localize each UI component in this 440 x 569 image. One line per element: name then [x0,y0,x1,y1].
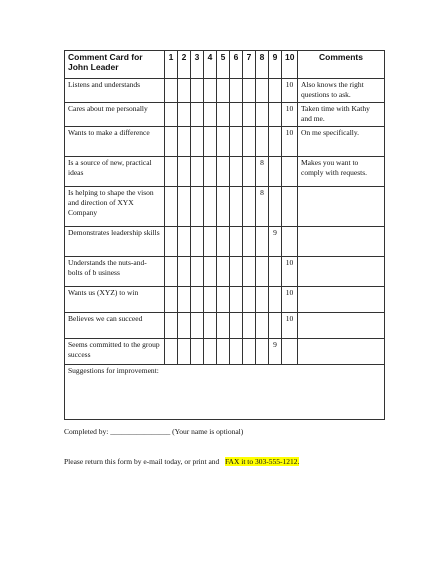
score-cell-3[interactable] [191,257,204,287]
score-cell-7[interactable] [243,187,256,227]
score-cell-8[interactable] [256,339,269,365]
comment-cell[interactable] [298,187,385,227]
score-cell-7[interactable] [243,103,256,127]
score-cell-8[interactable]: 8 [256,187,269,227]
score-cell-2[interactable] [178,257,191,287]
comment-cell[interactable] [298,227,385,257]
suggestions-row [65,365,385,420]
score-cell-6[interactable] [230,287,243,313]
score-cell-4[interactable] [204,287,217,313]
score-cell-2[interactable] [178,157,191,187]
score-cell-5[interactable] [217,157,230,187]
criterion-label: Is helping to shape the vison and direction of XYX Company [65,187,165,227]
score-cell-5[interactable] [217,127,230,157]
comment-cell[interactable] [298,339,385,365]
score-cell-6[interactable] [230,339,243,365]
score-cell-10[interactable] [282,187,298,227]
score-cell-9[interactable] [269,157,282,187]
score-cell-3[interactable] [191,79,204,103]
criterion-label: Seems committed to the group success [65,339,165,365]
fax-highlight: FAX it to 303-555-1212. [224,457,300,466]
score-cell-2[interactable] [178,313,191,339]
score-cell-10[interactable]: 10 [282,79,298,103]
return-text: Please return this form by e-mail today, or print and [64,457,220,466]
table-row [65,187,385,227]
score-cell-1[interactable] [165,157,178,187]
score-cell-6[interactable] [230,103,243,127]
score-cell-4[interactable] [204,187,217,227]
score-cell-3[interactable] [191,103,204,127]
score-col-3: 3 [191,51,204,79]
score-cell-9[interactable] [269,103,282,127]
score-cell-6[interactable] [230,227,243,257]
score-cell-6[interactable] [230,127,243,157]
criterion-label: Demonstrates leadership skills [65,227,165,257]
table-row [65,79,385,103]
score-cell-5[interactable] [217,287,230,313]
criterion-label: Wants to make a difference [65,127,165,157]
score-cell-9[interactable] [269,187,282,227]
score-col-2: 2 [178,51,191,79]
score-cell-9[interactable]: 9 [269,339,282,365]
score-col-9: 9 [269,51,282,79]
score-cell-8[interactable] [256,227,269,257]
table-row [65,257,385,287]
score-cell-1[interactable] [165,187,178,227]
comment-cell[interactable] [298,287,385,313]
score-cell-1[interactable] [165,227,178,257]
score-col-7: 7 [243,51,256,79]
score-cell-8[interactable] [256,127,269,157]
score-col-8: 8 [256,51,269,79]
table-row [65,339,385,365]
comment-cell[interactable] [298,313,385,339]
criterion-label: Understands the nuts-and-bolts of b usiness [65,257,165,287]
score-cell-6[interactable] [230,187,243,227]
score-cell-1[interactable] [165,127,178,157]
score-cell-1[interactable] [165,287,178,313]
score-cell-2[interactable] [178,287,191,313]
score-cell-7[interactable] [243,157,256,187]
score-col-6: 6 [230,51,243,79]
score-cell-5[interactable] [217,103,230,127]
comment-cell[interactable]: Also knows the right questions to ask. [298,79,385,103]
criterion-label: Believes we can succeed [65,313,165,339]
table-row [65,227,385,257]
score-cell-2[interactable] [178,339,191,365]
score-cell-5[interactable] [217,79,230,103]
score-cell-9[interactable] [269,313,282,339]
card-title: Comment Card for John Leader [65,51,165,79]
score-cell-7[interactable] [243,79,256,103]
score-cell-10[interactable]: 10 [282,313,298,339]
score-cell-3[interactable] [191,127,204,157]
score-col-5: 5 [217,51,230,79]
score-cell-8[interactable]: 8 [256,157,269,187]
score-cell-4[interactable] [204,339,217,365]
score-cell-4[interactable] [204,103,217,127]
score-cell-10[interactable]: 10 [282,103,298,127]
score-cell-3[interactable] [191,187,204,227]
score-cell-10[interactable] [282,227,298,257]
score-cell-1[interactable] [165,257,178,287]
table-row [65,157,385,187]
score-cell-6[interactable] [230,313,243,339]
score-cell-3[interactable] [191,287,204,313]
score-cell-3[interactable] [191,313,204,339]
comment-card-table [64,50,385,420]
score-cell-1[interactable] [165,313,178,339]
score-cell-1[interactable] [165,339,178,365]
comment-cell[interactable]: Makes you want to comply with requests. [298,157,385,187]
score-cell-9[interactable] [269,127,282,157]
score-cell-3[interactable] [191,339,204,365]
score-cell-2[interactable] [178,79,191,103]
table-row [65,103,385,127]
score-cell-8[interactable] [256,79,269,103]
score-cell-4[interactable] [204,313,217,339]
table-row [65,287,385,313]
score-cell-7[interactable] [243,313,256,339]
score-cell-6[interactable] [230,157,243,187]
score-cell-4[interactable] [204,157,217,187]
score-cell-7[interactable] [243,127,256,157]
criterion-label: Is a source of new, practical ideas [65,157,165,187]
comment-cell[interactable]: On me specifically. [298,127,385,157]
return-instructions [64,457,299,466]
score-cell-10[interactable]: 10 [282,257,298,287]
score-cell-10[interactable] [282,157,298,187]
score-col-1: 1 [165,51,178,79]
score-cell-3[interactable] [191,227,204,257]
comments-header: Comments [298,51,385,79]
rating-rows [65,79,385,365]
score-cell-6[interactable] [230,79,243,103]
score-cell-9[interactable] [269,257,282,287]
table-row [65,313,385,339]
score-cell-7[interactable] [243,227,256,257]
score-cell-9[interactable] [269,79,282,103]
score-cell-7[interactable] [243,287,256,313]
score-cell-5[interactable] [217,257,230,287]
score-cell-4[interactable] [204,79,217,103]
score-cell-5[interactable] [217,187,230,227]
score-cell-5[interactable] [217,313,230,339]
criterion-label: Wants us (XYZ) to win [65,287,165,313]
score-cell-4[interactable] [204,257,217,287]
score-cell-9[interactable] [269,287,282,313]
score-cell-5[interactable] [217,339,230,365]
criterion-label: Listens and understands [65,79,165,103]
score-cell-7[interactable] [243,339,256,365]
score-cell-1[interactable] [165,79,178,103]
comment-cell[interactable] [298,257,385,287]
score-cell-10[interactable]: 10 [282,287,298,313]
score-cell-8[interactable] [256,313,269,339]
score-cell-2[interactable] [178,103,191,127]
score-cell-6[interactable] [230,257,243,287]
table-row [65,127,385,157]
score-col-4: 4 [204,51,217,79]
score-cell-8[interactable] [256,287,269,313]
score-cell-2[interactable] [178,187,191,227]
score-cell-5[interactable] [217,227,230,257]
score-cell-3[interactable] [191,157,204,187]
score-cell-2[interactable] [178,227,191,257]
score-cell-4[interactable] [204,227,217,257]
header-row [65,51,385,79]
suggestions-field[interactable]: Suggestions for improvement: [65,365,385,420]
score-cell-4[interactable] [204,127,217,157]
score-cell-10[interactable]: 10 [282,127,298,157]
completed-by-line: Completed by: ________________ (Your name is optional) [64,427,244,436]
score-cell-10[interactable] [282,339,298,365]
score-col-10: 10 [282,51,298,79]
score-cell-1[interactable] [165,103,178,127]
score-cell-2[interactable] [178,127,191,157]
score-cell-8[interactable] [256,103,269,127]
criterion-label: Cares about me personally [65,103,165,127]
score-cell-8[interactable] [256,257,269,287]
score-cell-7[interactable] [243,257,256,287]
score-cell-9[interactable]: 9 [269,227,282,257]
comment-cell[interactable]: Taken time with Kathy and me. [298,103,385,127]
